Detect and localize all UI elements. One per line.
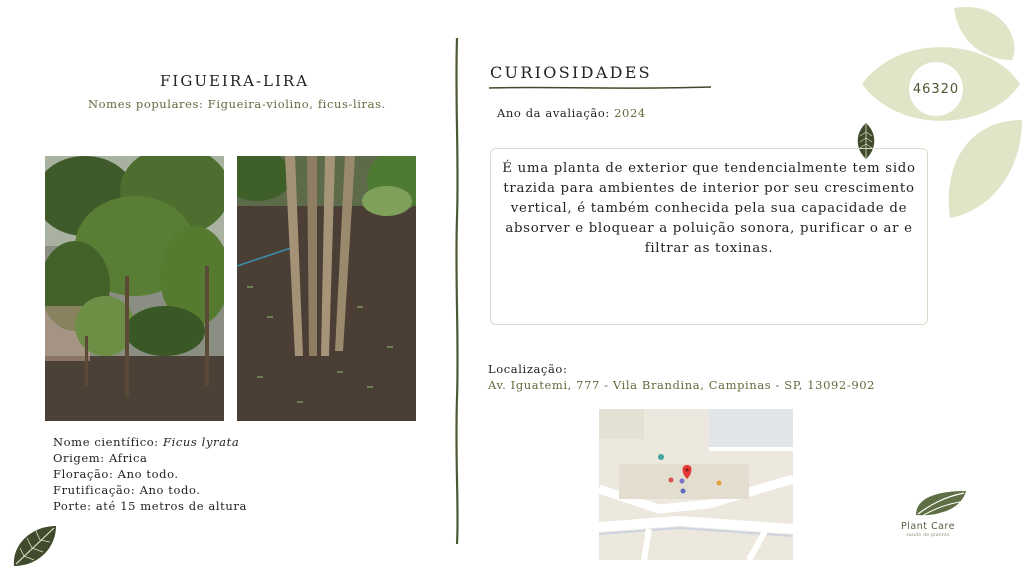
evaluation-year-label: Ano da avaliação: [497,106,615,120]
size-row: Porte: até 15 metros de altura [53,499,247,513]
plant-title: FIGUEIRA-LIRA [160,72,310,90]
leaf-icon [10,522,60,570]
trunks-photo-illustration [237,156,416,421]
location-label: Localização: [488,362,568,376]
scientific-name-value: Ficus lyrata [163,435,240,449]
map-illustration [599,409,793,560]
tree-photo-illustration [45,156,224,421]
plant-photo-tree [45,156,224,421]
code-badge: 46320 [909,62,963,116]
flowering-row: Floração: Ano todo. [53,467,179,481]
origin-row: Origem: Africa [53,451,148,465]
popular-names: Nomes populares: Figueira-violino, ficus-liras. [88,97,386,111]
scientific-name-label: Nome científico: [53,435,164,449]
location-map[interactable] [599,409,793,560]
evaluation-year [497,106,646,120]
brand-name: Plant Care [901,521,955,532]
evaluation-year-value: 2024 [614,106,646,120]
plant-photo-trunks [237,156,416,421]
location-address: Av. Iguatemi, 777 - Vila Brandina, Campinas - SP, 13092-902 [488,378,876,392]
title-underline [489,85,711,91]
curiosities-title: CURIOSIDADES [490,63,652,82]
brand-tagline: saúde de plantas [906,533,950,538]
fruiting-row: Frutificação: Ano todo. [53,483,201,497]
vertical-divider [454,38,460,544]
brand-logo-icon [912,487,970,519]
plant-info [53,434,247,514]
description-text: É uma planta de exterior que tendencialmente tem sido trazida para ambientes de interior por seu crescimento vertical, é também conhecida pela sua capacidade de absorver e bloquear a poluição sonora, purificar o ar e filtrar as toxinas. [502,161,916,256]
scientific-name-row [53,434,247,450]
